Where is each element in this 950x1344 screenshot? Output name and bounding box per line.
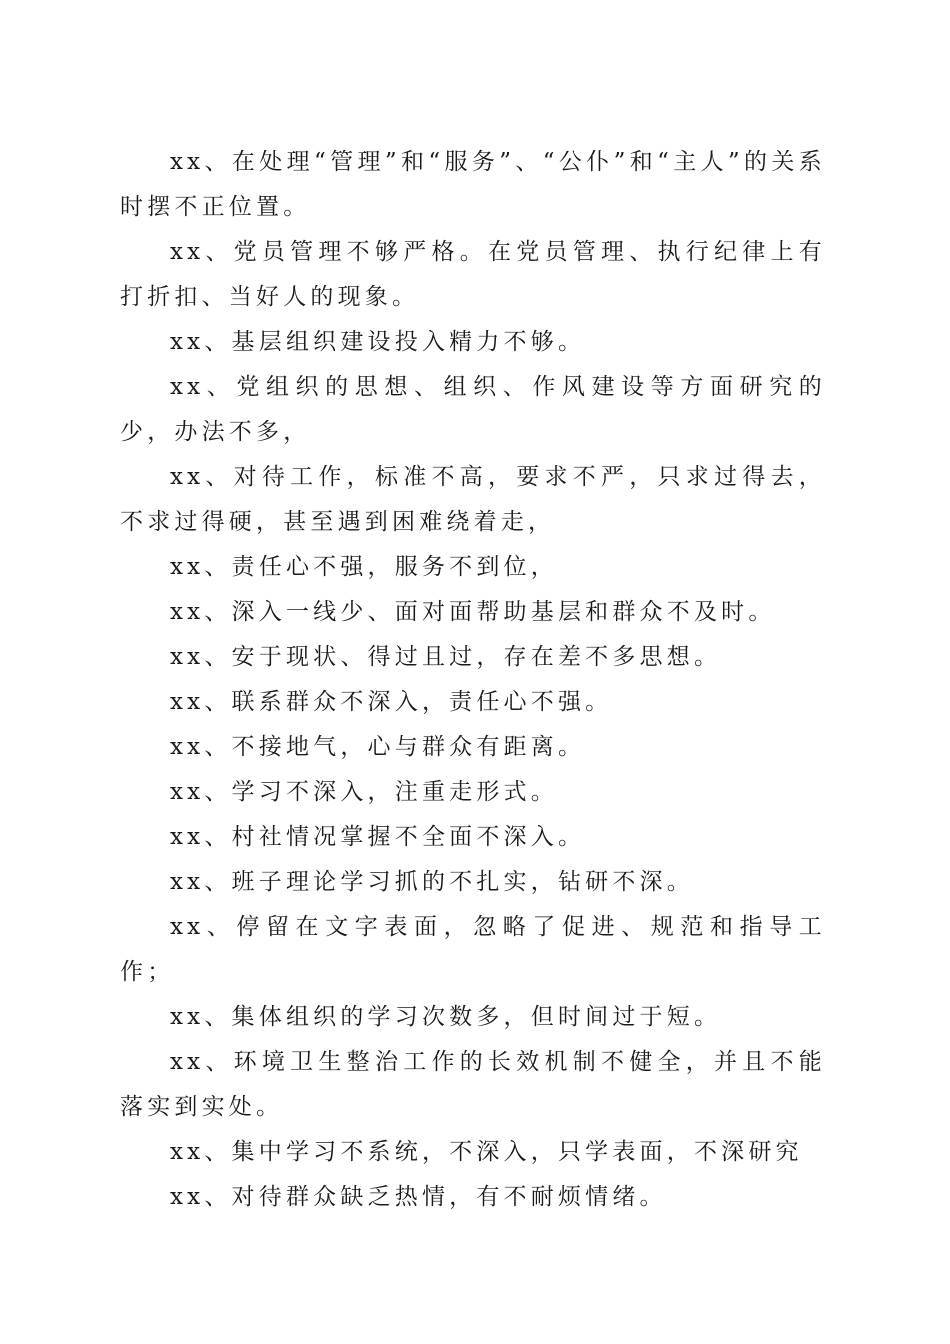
document-body: [120, 140, 826, 1220]
paragraph-3: xx、基层组织建设投入精力不够。: [170, 329, 586, 355]
paragraph-7: xx、深入一线少、面对面帮助基层和群众不及时。: [170, 599, 776, 625]
paragraph-8: xx、安于现状、得过且过，存在差不多思想。: [170, 644, 722, 670]
paragraph-12: xx、村社情况掌握不全面不深入。: [170, 824, 586, 850]
paragraph-6: xx、责任心不强，服务不到位，: [170, 554, 558, 580]
paragraph-14: xx、停留在文字表面，忽略了促进、规范和指导工作；: [120, 914, 826, 985]
paragraph-9: xx、联系群众不深入，责任心不强。: [170, 689, 613, 715]
paragraph-17: xx、集中学习不系统，不深入，只学表面，不深研究: [170, 1139, 803, 1165]
paragraph-16: xx、环境卫生整治工作的长效机制不健全，并且不能落实到实处。: [120, 1049, 826, 1120]
paragraph-18: xx、对待群众缺乏热情，有不耐烦情绪。: [170, 1184, 667, 1210]
paragraph-13: xx、班子理论学习抓的不扎实，钻研不深。: [170, 869, 694, 895]
paragraph-1: xx、在处理“管理”和“服务”、“公仆”和“主人”的关系时摆不正位置。: [120, 149, 826, 220]
paragraph-2: xx、党员管理不够严格。在党员管理、执行纪律上有打折扣、当好人的现象。: [120, 239, 826, 310]
paragraph-5: xx、对待工作，标准不高，要求不严，只求过得去，不求过得硬，甚至遇到困难绕着走，: [120, 464, 826, 535]
paragraph-10: xx、不接地气，心与群众有距离。: [170, 734, 586, 760]
paragraph-11: xx、学习不深入，注重走形式。: [170, 779, 558, 805]
paragraph-15: xx、集体组织的学习次数多，但时间过于短。: [170, 1004, 722, 1030]
paragraph-4: xx、党组织的思想、组织、作风建设等方面研究的少，办法不多，: [120, 374, 826, 445]
